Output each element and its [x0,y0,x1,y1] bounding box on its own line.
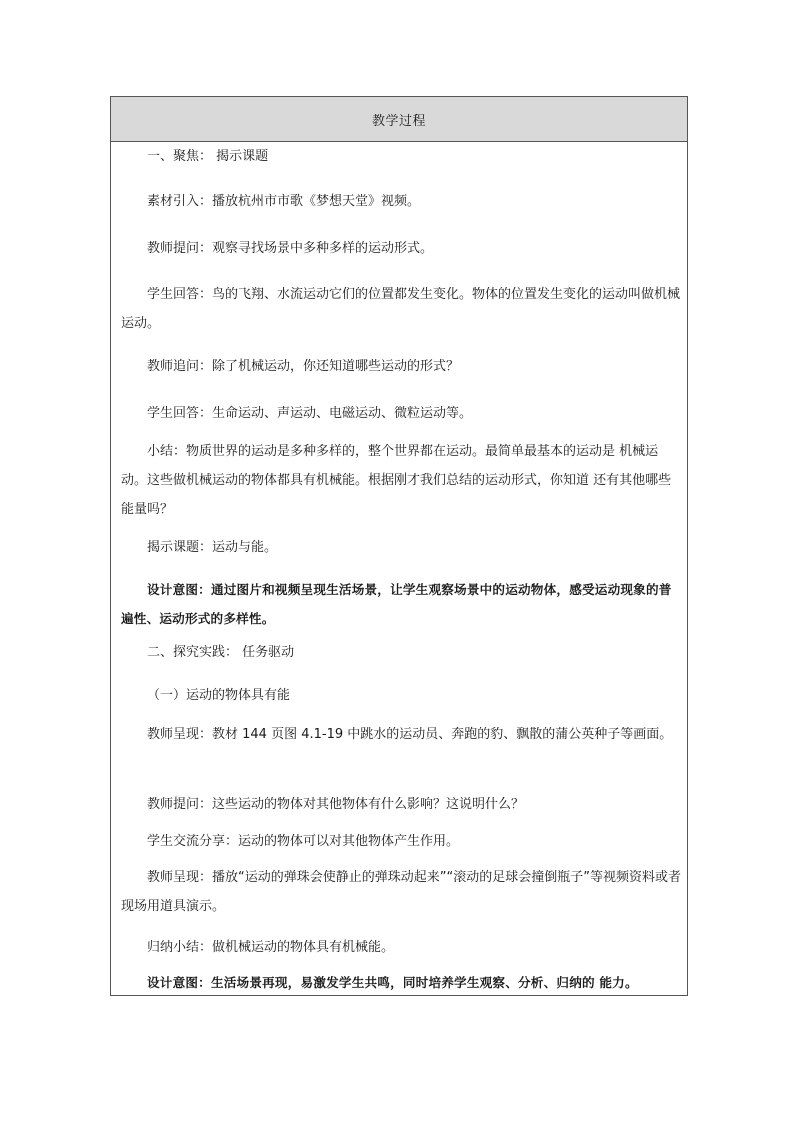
design-intent: 设计意图：通过图片和视频呈现生活场景，让学生观察场景中的运动物体，感受运动现象的普遍性、运动形式的多样性。 [121,582,672,626]
paragraph: 教师提问：观察寻找场景中多种多样的运动形式。 [147,241,434,256]
section-heading: 一、聚焦： 揭示课题 [147,149,269,164]
lesson-table [110,96,688,996]
paragraph: 学生回答：生命运动、声运动、电磁运动、微粒运动等。 [147,406,473,421]
paragraph: 揭示课题：运动与能。 [147,540,278,555]
paragraph: 教师呈现：播放“运动的弹珠会使静止的弹珠动起来”“滚动的足球会撞倒瓶子”等视频资料或者现场用道具演示。 [121,870,681,914]
paragraph: 学生回答：鸟的飞翔、水流运动它们的位置都发生变化。物体的位置发生变化的运动叫做机械运动。 [121,287,681,331]
design-intent: 设计意图：生活场景再现，易激发学生共鸣，同时培养学生观察、分析、归纳的 能力。 [147,975,638,990]
paragraph: 教师呈现：教材 144 页图 4.1-19 中跳水的运动员、奔跑的豹、飘散的蒲公英种子等画面。 [147,727,673,742]
paragraph: 教师提问：这些运动的物体对其他物体有什么影响？这说明什么？ [147,797,525,812]
paragraph: 教师追问：除了机械运动，你还知道哪些运动的形式？ [147,359,460,374]
section-heading: 二、探究实践： 任务驱动 [147,645,295,660]
table-header: 教学过程 [111,97,687,142]
subsection-heading: （一）运动的物体具有能 [147,688,291,703]
paragraph: 素材引入：播放杭州市市歌《梦想天堂》视频。 [147,194,421,209]
paragraph: 小结：物质世界的运动是多种多样的，整个世界都在运动。最简单最基本的运动是 机械运动。这些做机械运动的物体都具有机械能。根据刚才我们总结的运动形式，你知道 还有其他哪些能量吗？ [121,444,672,517]
paragraph: 学生交流分享：运动的物体可以对其他物体产生作用。 [147,834,460,849]
paragraph: 归纳小结：做机械运动的物体具有机械能。 [147,940,395,955]
